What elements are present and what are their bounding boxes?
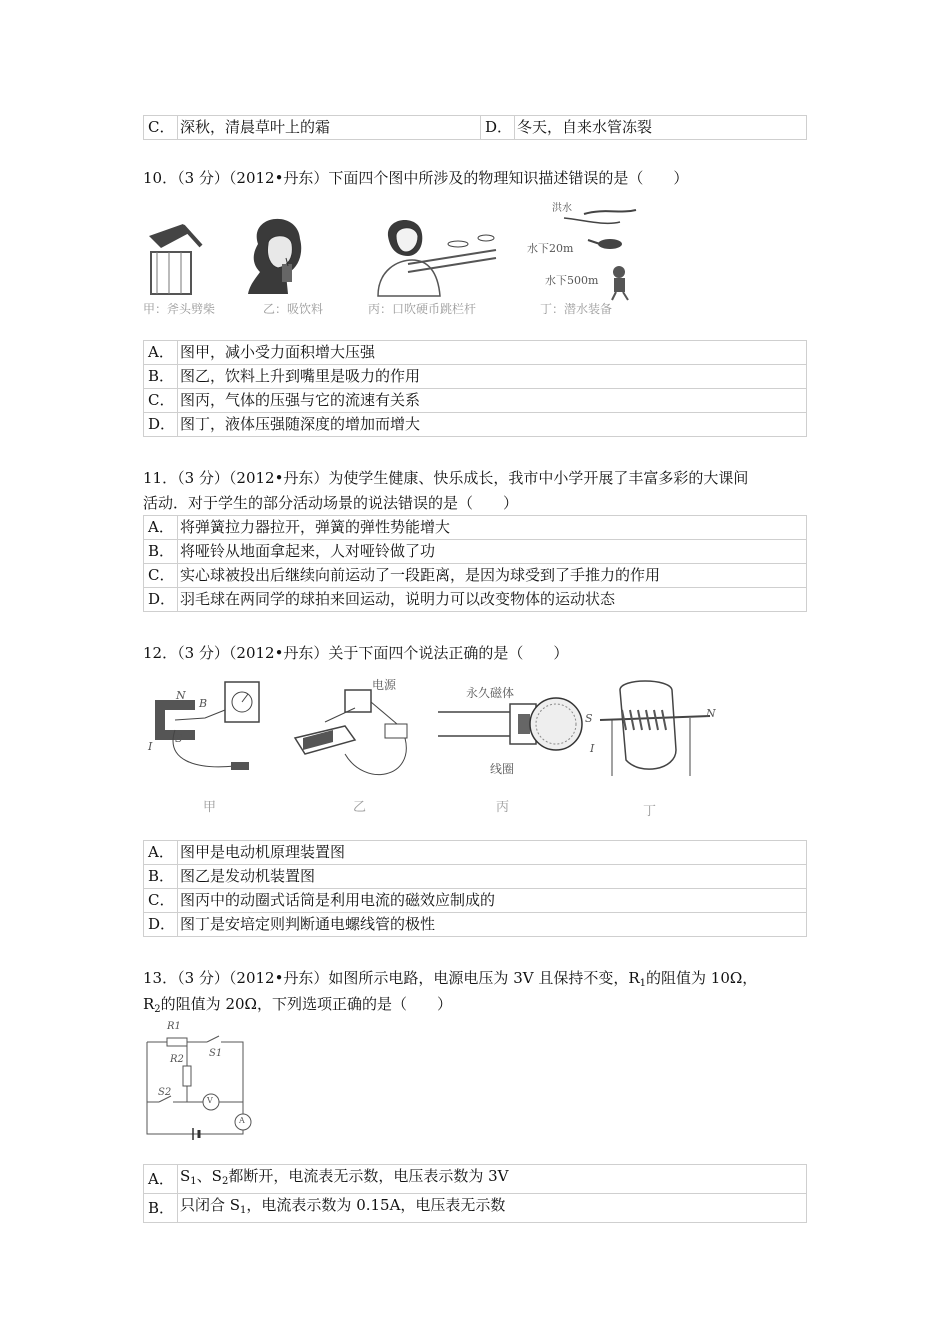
option-text: 图甲是电动机原理装置图 (178, 841, 807, 865)
label-N-solenoid: N (706, 707, 716, 720)
label-I-solenoid: I (590, 742, 595, 755)
option-key: D． (144, 413, 178, 437)
caption-jia: 甲：斧头劈柴 (143, 302, 216, 316)
option-text: 冬天，自来水管冻裂 (515, 116, 807, 140)
q10-options (143, 340, 807, 437)
r2-label: R2 (170, 1054, 184, 1065)
depth-20m-label: 水下20m (527, 242, 574, 255)
option-key: A． (144, 516, 178, 540)
option-row (144, 841, 807, 865)
caption-ding: 丁：潜水装备 (540, 302, 613, 316)
option-row (144, 365, 807, 389)
subscript: 2 (154, 1004, 161, 1015)
option-text: 图丁是安培定则判断通电螺线管的极性 (178, 913, 807, 937)
label-S-solenoid: S (585, 712, 593, 725)
q12-options (143, 840, 807, 937)
label-S: S (175, 732, 183, 745)
option-key: D． (481, 116, 515, 140)
caption-jia: 甲 (203, 800, 217, 815)
option-row (144, 389, 807, 413)
label-I: I (148, 740, 153, 753)
drinking-illustration (238, 214, 313, 296)
option-text: 图丙中的动圈式话筒是利用电流的磁效应制成的 (178, 889, 807, 913)
caption-bing: 丙 (496, 800, 510, 815)
option-key: C． (144, 564, 178, 588)
q12-stem: 12．（3 分）（2012•丹东）关于下面四个说法正确的是（ ） (143, 644, 569, 662)
option-row (144, 1194, 807, 1223)
axe-illustration (143, 222, 203, 297)
depth-500m-label: 水下500m (545, 274, 599, 287)
label-N: N (176, 689, 186, 702)
option-key: A． (144, 1165, 178, 1194)
option-text: 图甲，减小受力面积增大压强 (178, 341, 807, 365)
option-key: C． (144, 889, 178, 913)
q9-options (143, 115, 807, 140)
option-text: 将哑铃从地面拿起来，人对哑铃做了功 (178, 540, 807, 564)
solenoid-hand-illustration (590, 680, 720, 790)
option-key: D． (144, 913, 178, 937)
option-key: D． (144, 588, 178, 612)
option-text: 图乙，饮料上升到嘴里是吸力的作用 (178, 365, 807, 389)
option-text: 深秋，清晨草叶上的霜 (178, 116, 481, 140)
label-power-source: 电源 (372, 678, 397, 692)
option-row (144, 1165, 807, 1194)
caption-bing: 丙：口吹硬币跳栏杆 (368, 302, 477, 316)
option-row (144, 341, 807, 365)
option-text: 实心球被投出后继续向前运动了一段距离，是因为球受到了手推力的作用 (178, 564, 807, 588)
option-key: C． (144, 116, 178, 140)
subscript: 1 (639, 978, 647, 989)
caption-yi: 乙 (353, 800, 367, 815)
option-text: 图丁，液体压强随深度的增加而增大 (178, 413, 807, 437)
option-key: C． (144, 389, 178, 413)
option-text: $S_1$、$S_2$都断开，电流表无示数，电压表示数为 3V (178, 1165, 807, 1194)
q10-stem: 10．（3 分）（2012•丹东）下面四个图中所涉及的物理知识描述错误的是（ ） (143, 169, 689, 187)
option-row (144, 865, 807, 889)
option-row (144, 913, 807, 937)
label-coil: 线圈 (490, 762, 515, 776)
option-text: 图乙是发动机装置图 (178, 865, 807, 889)
r1-label: R1 (167, 1021, 181, 1032)
option-key: B． (144, 540, 178, 564)
generator-apparatus-illustration (285, 678, 420, 788)
option-text: 将弹簧拉力器拉开，弹簧的弹性势能增大 (178, 516, 807, 540)
q13-stem-line1 (143, 967, 757, 995)
stem-text: 13．（3 分）（2012•丹东）如图所示电路，电源电压为 3V 且保持不变，R (143, 969, 640, 987)
option-row (144, 116, 807, 140)
ammeter-label: A (239, 1116, 245, 1125)
stem-text: 的阻值为 10Ω， (646, 969, 758, 987)
option-key: B． (144, 865, 178, 889)
q11-options (143, 515, 807, 612)
option-text: 图丙，气体的压强与它的流速有关系 (178, 389, 807, 413)
option-key: B． (144, 365, 178, 389)
option-row (144, 588, 807, 612)
caption-ding: 丁 (643, 804, 657, 819)
option-row (144, 413, 807, 437)
q13-options (143, 1164, 807, 1223)
q13-stem-line2 (143, 993, 452, 1021)
option-key: A． (144, 341, 178, 365)
q11-stem-line2: 活动．对于学生的部分活动场景的说法错误的是（ ） (143, 494, 519, 512)
voltmeter-label: V (207, 1096, 213, 1105)
option-text: 只闭合 $S_1$，电流表示数为 0.15A，电压表无示数 (178, 1194, 807, 1223)
label-B: B (199, 697, 208, 710)
s2-label: S2 (158, 1087, 172, 1098)
stem-text: R (143, 995, 155, 1013)
option-row (144, 516, 807, 540)
coin-blow-illustration (368, 210, 498, 296)
option-row (144, 564, 807, 588)
caption-yi: 乙：吸饮料 (263, 302, 324, 316)
q11-stem-line1: 11．（3 分）（2012•丹东）为使学生健康、快乐成长，我市中小学开展了丰富多彩的大课间 (143, 469, 749, 487)
option-row (144, 540, 807, 564)
option-row (144, 889, 807, 913)
option-key: B． (144, 1194, 178, 1223)
label-permanent-magnet: 永久磁体 (466, 686, 515, 700)
option-text: 羽毛球在两同学的球拍来回运动，说明力可以改变物体的运动状态 (178, 588, 807, 612)
s1-label: S1 (209, 1048, 223, 1059)
option-key: A． (144, 841, 178, 865)
motor-apparatus-illustration (145, 680, 265, 780)
stem-text: 的阻值为 20Ω，下列选项正确的是（ ） (160, 995, 452, 1013)
flood-label: 洪水 (552, 203, 572, 214)
